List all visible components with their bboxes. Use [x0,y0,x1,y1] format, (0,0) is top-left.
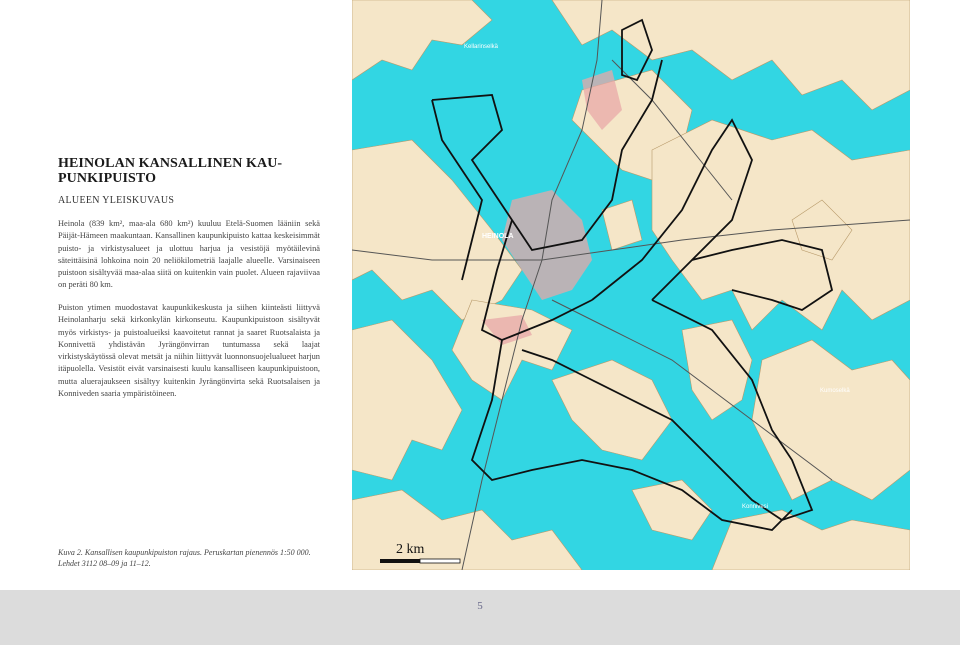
map-label-town: HEINOLA [482,233,514,240]
figure-caption [58,547,348,569]
map-label-east: Kumoselkä [820,388,850,394]
map-label-top: Kellarinselkä [464,44,499,50]
park-boundary-map [352,0,910,570]
map-svg [352,0,910,570]
section-subtitle: ALUEEN YLEISKUVAUS [58,195,175,206]
map-label-south: Konnivesi [742,504,769,510]
paragraph-1: Heinola (839 km², maa-ala 680 km²) kuuluu Etelä-Suomen lääniin sekä Päijät-Hämeen maakuntaan. Kansallinen kaupunkipuisto kattaa keskeisimmät puisto- ja virkistysalueet ja ulottuu harjua ja vesistöjä myötäilevinä säteittäisinä lohkoina noin 20 neliökilometriä laajalle alueelle. Varsinaiseen puistoon sisältyvää maa-alaa siitä on kuitenkin vain puolet. Alueen rajaviivaa on peräti 80 km. [58,219,320,290]
page-footer-band [0,590,960,645]
scale-bar-label: 2 km [396,542,425,557]
caption-line-2: Lehdet 3112 08–09 ja 11–12. [58,559,151,568]
paragraph-2: Puiston ytimen muodostavat kaupunkikeskusta ja siihen kiinteästi liittyvä Heinolanharju sekä kirkonkylän kirkonseutu. Kaupunkipuistoon sisältyvät myös virkistys- ja puistoalueiksi kaavoitetut rannat ja saaret Ruotsalaista ja Konnivettä yhdistävän Jyrängönvirran tuntumassa sekä laajat virkistyskäytössä olevat metsät ja niihin liittyvät luonnonsuojelualueet harjun itäpuolella. Vesistöt eivät varsinaisesti kuulu kansalliseen kaupunkipuistoon, mutta aluerajaukseen sisältyy kuitenkin Jyrängönvirta sekä Ruotsalaisen ja Konniveden saaria ympäristöineen. [58,303,320,399]
scale-bar [380,559,460,563]
page-number: 5 [477,600,483,612]
caption-line-1: Kuva 2. Kansallisen kaupunkipuiston rajaus. Peruskartan pienennös 1:50 000. [58,548,311,557]
page-title: HEINOLAN KANSALLINEN KAU-PUNKIPUISTO [58,156,283,186]
